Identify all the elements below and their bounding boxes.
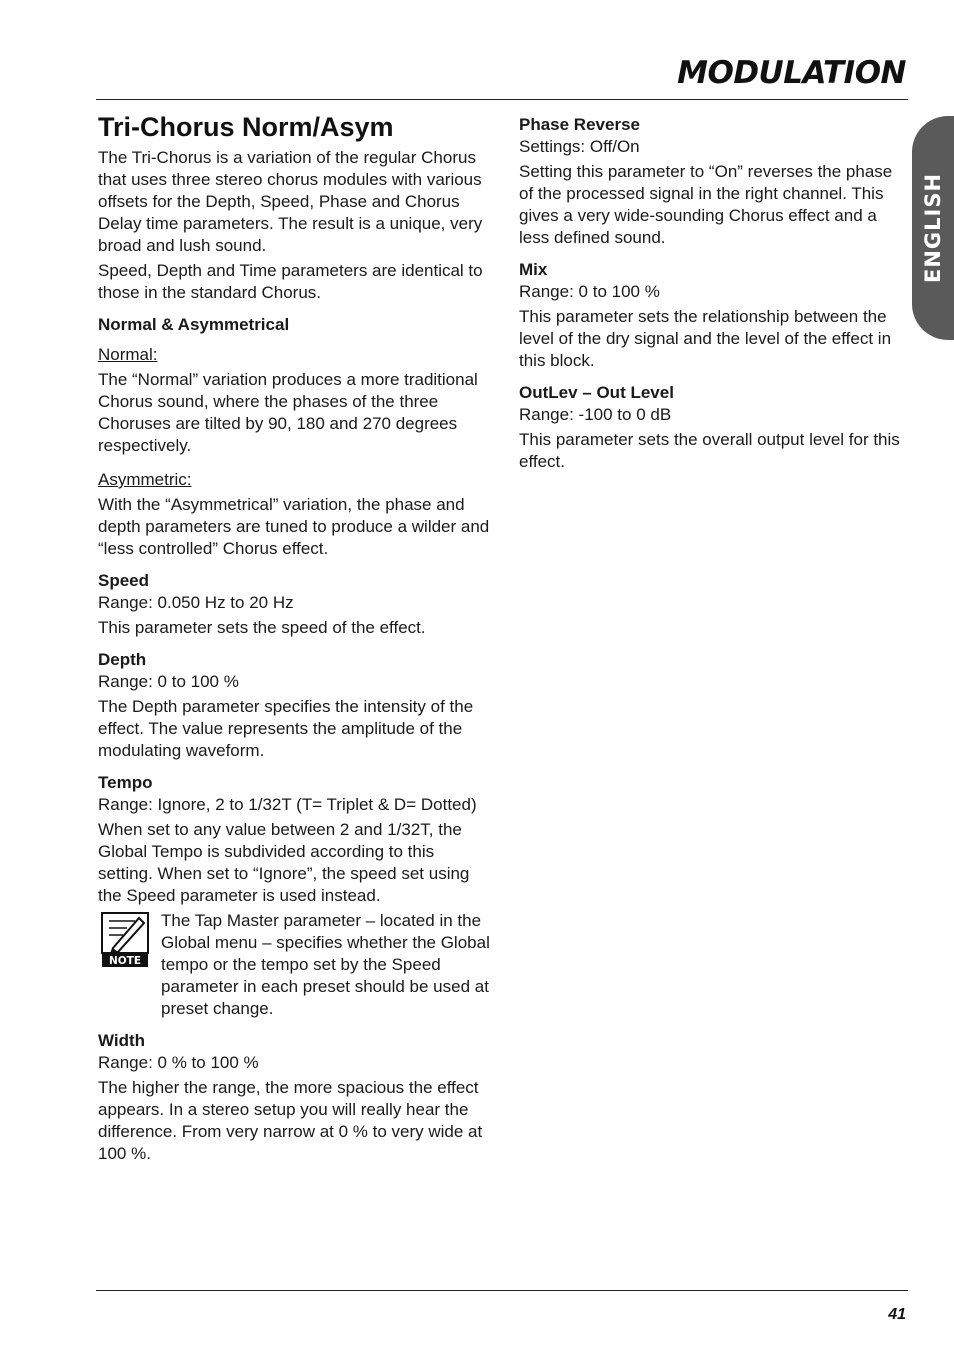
page-number: 41 (888, 1306, 906, 1323)
speed-description: This parameter sets the speed of the effect. (98, 618, 426, 637)
normal-asym-heading: Normal & Asymmetrical (98, 315, 290, 334)
header-rule (96, 99, 908, 100)
language-tab-label: ENGLISH (921, 172, 945, 284)
right-column (519, 114, 909, 476)
speed-heading: Speed (98, 571, 150, 590)
intro-paragraph-2: Speed, Depth and Time parameters are identical to those in the standard Chorus. (98, 261, 483, 302)
tempo-description: When set to any value between 2 and 1/32T, the Global Tempo is subdivided according to this setting. When set to “Ignore”, the speed set using the Speed parameter is used instead. (98, 820, 470, 905)
mix-range: Range: 0 to 100 % (519, 282, 660, 301)
language-tab (912, 116, 954, 340)
phase-reverse-settings: Settings: Off/On (519, 137, 640, 156)
note-icon-label: NOTE (108, 955, 142, 967)
intro-paragraph: The Tri-Chorus is a variation of the regular Chorus that uses three stereo chorus modules with various offsets for the Depth, Speed, Phase and Chorus Delay time parameters. The result is a unique, very broad and lush sound. (98, 148, 483, 255)
mix-description: This parameter sets the relationship between the level of the dry signal and the level of the effect in this block. (519, 307, 892, 370)
outlev-heading: OutLev – Out Level (519, 383, 674, 402)
phase-reverse-heading: Phase Reverse (519, 115, 640, 134)
normal-label: Normal: (98, 345, 158, 364)
depth-description: The Depth parameter specifies the intensity of the effect. The value represents the amplitude of the modulating waveform. (98, 697, 474, 760)
width-range: Range: 0 % to 100 % (98, 1053, 259, 1072)
tempo-range: Range: Ignore, 2 to 1/32T (T= Triplet & D= Dotted) (98, 795, 477, 814)
phase-reverse-description: Setting this parameter to “On” reverses the phase of the processed signal in the right channel. This gives a very wide-sounding Chorus effect and a less defined sound. (519, 162, 893, 247)
width-heading: Width (98, 1031, 146, 1050)
note-box (98, 910, 490, 1020)
page-title: Tri-Chorus Norm/Asym (98, 112, 394, 142)
mix-heading: Mix (519, 260, 548, 279)
asymmetric-label: Asymmetric: (98, 470, 192, 489)
footer-rule (96, 1290, 908, 1291)
section-title: MODULATION (677, 55, 906, 91)
depth-range: Range: 0 to 100 % (98, 672, 239, 691)
width-description: The higher the range, the more spacious the effect appears. In a stereo setup you will really hear the difference. From very narrow at 0 % to very wide at 100 %. (98, 1078, 483, 1163)
normal-description: The “Normal” variation produces a more traditional Chorus sound, where the phases of the three Choruses are tilted by 90, 180 and 270 degrees respectively. (98, 370, 478, 455)
left-column (98, 110, 490, 1168)
outlev-range: Range: -100 to 0 dB (519, 405, 672, 424)
speed-range: Range: 0.050 Hz to 20 Hz (98, 593, 294, 612)
note-pencil-icon (101, 912, 149, 1020)
outlev-description: This parameter sets the overall output level for this effect. (519, 430, 900, 471)
asymmetric-description: With the “Asymmetrical” variation, the phase and depth parameters are tuned to produce a wilder and “less controlled” Chorus effect. (98, 495, 490, 558)
note-text: The Tap Master parameter – located in the Global menu – specifies whether the Global tempo or the tempo set by the Speed parameter in each preset should be used at preset change. (161, 911, 490, 1018)
depth-heading: Depth (98, 650, 147, 669)
tempo-heading: Tempo (98, 773, 153, 792)
